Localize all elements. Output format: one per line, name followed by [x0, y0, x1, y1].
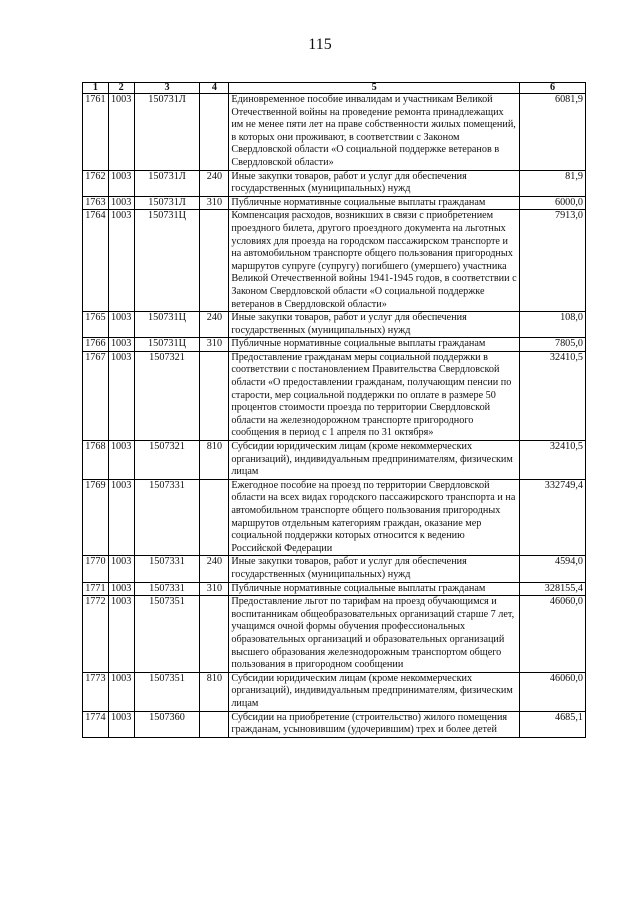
row-number-cell: 1766: [83, 338, 109, 352]
section-code-cell: 1003: [108, 196, 134, 210]
amount-cell: 4594,0: [520, 556, 586, 582]
section-code-cell: 1003: [108, 312, 134, 338]
page-number: 115: [308, 36, 332, 53]
amount-cell: 7805,0: [520, 338, 586, 352]
description-cell: Ежегодное пособие на проезд по территории Свердловской области на всех видах городского пассажирского транспорта и на автомобильном транспорте общего пользования пригородных маршрутов отдельным категориям граждан, оказание мер социальной поддержки которых относится к ведению Российской Федерации: [229, 479, 520, 556]
row-number-cell: 1761: [83, 94, 109, 171]
expense-type-cell: 310: [200, 338, 229, 352]
expense-type-cell: 310: [200, 196, 229, 210]
section-code-cell: 1003: [108, 672, 134, 711]
description-cell: Единовременное пособие инвалидам и участникам Великой Отечественной войны на проведение ремонта принадлежащих им не менее пяти лет на праве собственности жилых помещений, в которых они проживают, в соответствии с Законом Свердловской области «О социальной поддержке ветеранов в Свердловской области»: [229, 94, 520, 171]
amount-cell: 6000,0: [520, 196, 586, 210]
expense-type-cell: 240: [200, 556, 229, 582]
header-cell: 1: [83, 83, 109, 94]
table-row: [83, 582, 586, 596]
target-code-cell: 1507351: [134, 596, 200, 673]
section-code-cell: 1003: [108, 596, 134, 673]
description-cell: Публичные нормативные социальные выплаты гражданам: [229, 582, 520, 596]
amount-cell: 332749,4: [520, 479, 586, 556]
table-header: [83, 83, 586, 94]
header-cell: 6: [520, 83, 586, 94]
header-cell: 3: [134, 83, 200, 94]
section-code-cell: 1003: [108, 351, 134, 440]
table-row: [83, 312, 586, 338]
expense-type-cell: 810: [200, 441, 229, 480]
target-code-cell: 1507331: [134, 556, 200, 582]
description-cell: Субсидии на приобретение (строительство) жилого помещения гражданам, усыновившим (удочерившим) трех и более детей: [229, 711, 520, 737]
description-cell: Предоставление льгот по тарифам на проезд обучающимся и воспитанникам общеобразовательных организаций старше 7 лет, учащимся очной формы обучения профессиональных образовательных организаций и образовательных организаций высшего образования железнодорожным транспортом общего пользования в пригородном сообщении: [229, 596, 520, 673]
table-row: [83, 170, 586, 196]
section-code-cell: 1003: [108, 711, 134, 737]
table-row: [83, 711, 586, 737]
section-code-cell: 1003: [108, 441, 134, 480]
description-cell: Публичные нормативные социальные выплаты гражданам: [229, 196, 520, 210]
row-number-cell: 1762: [83, 170, 109, 196]
row-number-cell: 1770: [83, 556, 109, 582]
table-row: [83, 672, 586, 711]
row-number-cell: 1763: [83, 196, 109, 210]
expense-type-cell: 810: [200, 672, 229, 711]
amount-cell: 32410,5: [520, 351, 586, 440]
row-number-cell: 1769: [83, 479, 109, 556]
target-code-cell: 150731Л: [134, 94, 200, 171]
row-number-cell: 1768: [83, 441, 109, 480]
description-cell: Иные закупки товаров, работ и услуг для обеспечения государственных (муниципальных) нужд: [229, 556, 520, 582]
section-code-cell: 1003: [108, 582, 134, 596]
table-row: [83, 441, 586, 480]
table-row: [83, 596, 586, 673]
description-cell: Иные закупки товаров, работ и услуг для обеспечения государственных (муниципальных) нужд: [229, 170, 520, 196]
target-code-cell: 1507331: [134, 582, 200, 596]
section-code-cell: 1003: [108, 94, 134, 171]
row-number-cell: 1764: [83, 210, 109, 312]
target-code-cell: 150731Л: [134, 170, 200, 196]
amount-cell: 7913,0: [520, 210, 586, 312]
row-number-cell: 1771: [83, 582, 109, 596]
description-cell: Компенсация расходов, возникших в связи с приобретением проездного билета, другого проездного документа на льготных условиях для проезда на городском пассажирском транспорте и на автомобильном транспорте общего пользования пригородных маршрутов супруге (супругу) погибшего (умершего) участника Великой Отечественной войны 1941-1945 годов, в соответствии с Законом Свердловской области «О социальной поддержке ветеранов в Свердловской области»: [229, 210, 520, 312]
section-code-cell: 1003: [108, 338, 134, 352]
description-cell: Предоставление гражданам меры социальной поддержки в соответствии с постановлением Правительства Свердловской области «О предоставлении гражданам, получающим пенсии по старости, мер социальной поддержки по оплате в размере 50 процентов стоимости проезда по территории Свердловской области на железнодорожном транспорте пригородного сообщения в период с 1 апреля по 31 октября»: [229, 351, 520, 440]
budget-table: [82, 82, 586, 738]
expense-type-cell: [200, 351, 229, 440]
target-code-cell: 1507331: [134, 479, 200, 556]
expense-type-cell: 240: [200, 170, 229, 196]
table-row: [83, 556, 586, 582]
amount-cell: 6081,9: [520, 94, 586, 171]
table-row: [83, 196, 586, 210]
expense-type-cell: [200, 479, 229, 556]
header-cell: 5: [229, 83, 520, 94]
section-code-cell: 1003: [108, 556, 134, 582]
target-code-cell: 1507321: [134, 351, 200, 440]
amount-cell: 328155,4: [520, 582, 586, 596]
table-row: [83, 351, 586, 440]
header-cell: 4: [200, 83, 229, 94]
section-code-cell: 1003: [108, 479, 134, 556]
description-cell: Публичные нормативные социальные выплаты гражданам: [229, 338, 520, 352]
target-code-cell: 150731Ц: [134, 338, 200, 352]
row-number-cell: 1773: [83, 672, 109, 711]
target-code-cell: 1507321: [134, 441, 200, 480]
expense-type-cell: 240: [200, 312, 229, 338]
table-row: [83, 479, 586, 556]
table-row: [83, 94, 586, 171]
header-cell: 2: [108, 83, 134, 94]
expense-type-cell: [200, 210, 229, 312]
target-code-cell: 150731Л: [134, 196, 200, 210]
expense-type-cell: 310: [200, 582, 229, 596]
expense-type-cell: [200, 596, 229, 673]
header-row: [83, 83, 586, 94]
row-number-cell: 1767: [83, 351, 109, 440]
amount-cell: 46060,0: [520, 672, 586, 711]
expense-type-cell: [200, 711, 229, 737]
table-body: [83, 94, 586, 738]
target-code-cell: 1507360: [134, 711, 200, 737]
row-number-cell: 1772: [83, 596, 109, 673]
section-code-cell: 1003: [108, 210, 134, 312]
amount-cell: 108,0: [520, 312, 586, 338]
description-cell: Субсидии юридическим лицам (кроме некоммерческих организаций), индивидуальным предпринимателям, физическим лицам: [229, 672, 520, 711]
amount-cell: 46060,0: [520, 596, 586, 673]
target-code-cell: 1507351: [134, 672, 200, 711]
amount-cell: 81,9: [520, 170, 586, 196]
section-code-cell: 1003: [108, 170, 134, 196]
row-number-cell: 1774: [83, 711, 109, 737]
target-code-cell: 150731Ц: [134, 210, 200, 312]
amount-cell: 32410,5: [520, 441, 586, 480]
row-number-cell: 1765: [83, 312, 109, 338]
description-cell: Субсидии юридическим лицам (кроме некоммерческих организаций), индивидуальным предпринимателям, физическим лицам: [229, 441, 520, 480]
target-code-cell: 150731Ц: [134, 312, 200, 338]
table-row: [83, 338, 586, 352]
amount-cell: 4685,1: [520, 711, 586, 737]
table-row: [83, 210, 586, 312]
description-cell: Иные закупки товаров, работ и услуг для обеспечения государственных (муниципальных) нужд: [229, 312, 520, 338]
expense-type-cell: [200, 94, 229, 171]
